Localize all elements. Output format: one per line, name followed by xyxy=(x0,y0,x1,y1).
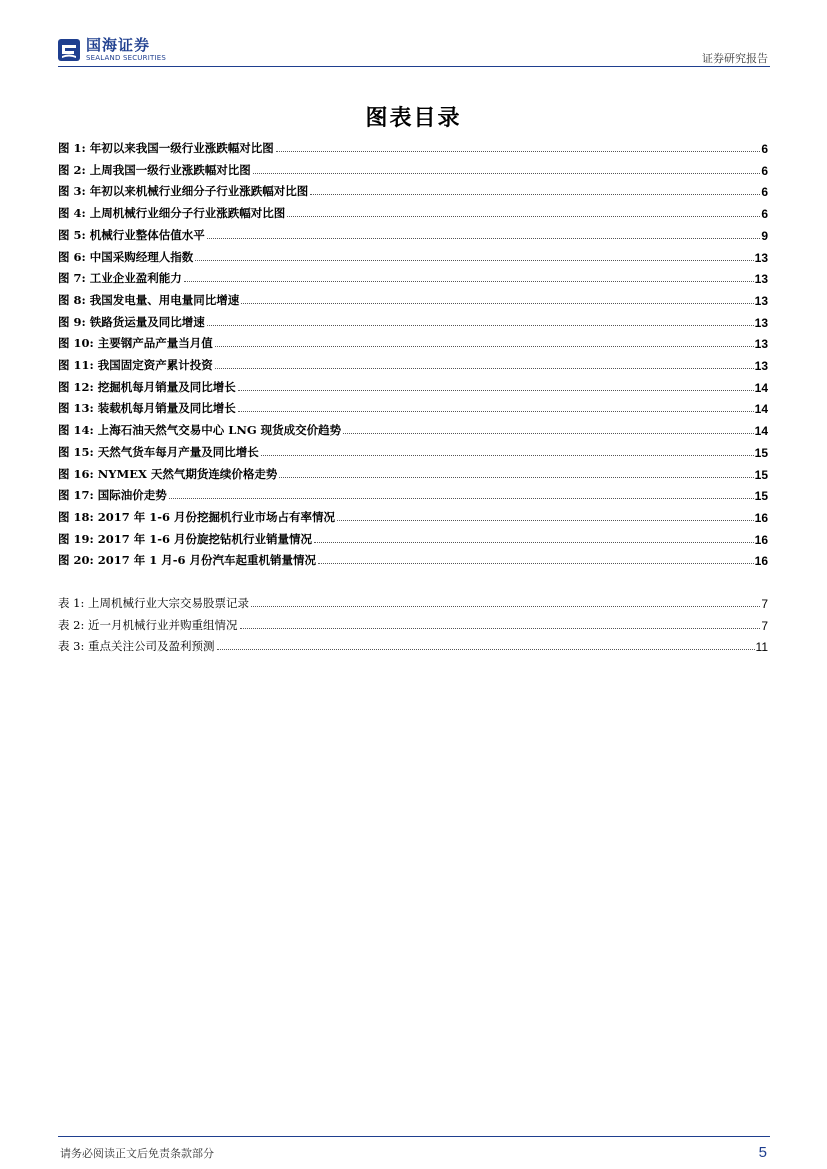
dot-leader xyxy=(238,411,754,412)
toc-entry-page: 15 xyxy=(754,445,768,460)
dot-leader xyxy=(207,238,761,239)
dot-leader xyxy=(279,477,753,478)
dot-leader xyxy=(195,260,753,261)
toc-entry-label: 图 2: 上周我国一级行业涨跌幅对比图 xyxy=(58,162,251,177)
figure-toc-entry[interactable] xyxy=(58,204,768,221)
figure-toc-entry[interactable] xyxy=(58,313,768,330)
dot-leader xyxy=(337,520,754,521)
document-type-label: 证券研究报告 xyxy=(702,52,768,65)
dot-leader xyxy=(343,433,753,434)
dot-leader xyxy=(287,216,760,217)
dot-leader xyxy=(251,606,760,607)
toc-entry-page: 6 xyxy=(761,185,768,200)
dot-leader xyxy=(310,194,760,195)
toc-entry-label: 图 7: 工业企业盈利能力 xyxy=(58,271,182,286)
table-toc-entry[interactable] xyxy=(58,637,768,654)
toc-entry-page: 13 xyxy=(754,272,768,287)
toc-entry-page: 14 xyxy=(754,380,768,395)
dot-leader xyxy=(318,563,754,564)
figure-toc-entry[interactable] xyxy=(58,269,768,286)
toc-entry-label: 图 11: 我国固定资产累计投资 xyxy=(58,358,213,372)
toc-entry-page: 13 xyxy=(754,293,768,308)
toc-entry-page: 11 xyxy=(755,640,768,654)
figure-toc-entry[interactable] xyxy=(58,378,768,395)
toc-entry-label: 图 4: 上周机械行业细分子行业涨跌幅对比图 xyxy=(58,206,286,221)
dot-leader xyxy=(215,368,754,369)
figure-toc-entry[interactable] xyxy=(58,291,768,308)
dot-leader xyxy=(217,649,755,650)
toc-entry-label: 图 15: 天然气货车每月产量及同比增长 xyxy=(58,444,259,459)
table-toc-entry[interactable] xyxy=(58,616,768,633)
toc-entry-page: 7 xyxy=(761,597,768,611)
dot-leader xyxy=(215,346,754,347)
toc-entry-page: 13 xyxy=(754,337,768,352)
dot-leader xyxy=(276,151,761,152)
disclaimer-note: 请务必阅读正文后免责条款部分 xyxy=(60,1147,214,1160)
dot-leader xyxy=(184,281,754,282)
toc-entry-label: 图 12: 挖掘机每月销量及同比增长 xyxy=(58,379,236,394)
dot-leader xyxy=(241,303,753,304)
dot-leader xyxy=(314,542,754,543)
toc-entry-page: 16 xyxy=(754,510,768,525)
table-toc-entry[interactable] xyxy=(58,594,768,611)
toc-entry-page: 6 xyxy=(761,163,768,178)
sealand-logo-icon xyxy=(58,39,80,61)
dot-leader xyxy=(253,173,761,174)
toc-entry-page: 15 xyxy=(754,467,768,482)
toc-entry-label: 表 1: 上周机械行业大宗交易股票记录 xyxy=(58,596,250,610)
toc-entry-label: 图 13: 装载机每月销量及同比增长 xyxy=(58,401,236,416)
toc-entry-label: 图 5: 机械行业整体估值水平 xyxy=(58,227,205,242)
page-number: 5 xyxy=(758,1144,767,1161)
dot-leader xyxy=(240,628,761,629)
logo-chinese-name: 国海证券 xyxy=(86,36,151,54)
toc-entry-page: 14 xyxy=(754,402,768,417)
figure-toc-entry[interactable] xyxy=(58,161,768,178)
figure-toc-entry[interactable] xyxy=(58,486,768,503)
toc-entry-page: 16 xyxy=(754,554,768,569)
toc-entry-page: 9 xyxy=(761,228,768,243)
figure-toc-entry[interactable] xyxy=(58,443,768,460)
toc-entry-page: 6 xyxy=(761,142,768,156)
toc-entry-label: 表 3: 重点关注公司及盈利预测 xyxy=(58,639,215,653)
toc-entry-label: 图 3: 年初以来机械行业细分子行业涨跌幅对比图 xyxy=(58,184,309,199)
page-title: 图表目录 xyxy=(365,105,462,131)
toc-entry-page: 13 xyxy=(754,250,768,265)
logo-english-name: SEALAND SECURITIES xyxy=(86,54,166,62)
toc-entry-label: 表 2: 近一月机械行业并购重组情况 xyxy=(58,617,238,632)
figure-toc-entry[interactable] xyxy=(58,182,768,199)
figure-toc-entry[interactable] xyxy=(58,139,768,156)
figure-toc-entry[interactable] xyxy=(58,399,768,416)
figure-toc-entry[interactable] xyxy=(58,421,768,438)
toc-entry-label: 图 14: 上海石油天然气交易中心 LNG 现货成交价趋势 xyxy=(58,423,342,438)
dot-leader xyxy=(261,455,754,456)
page-header xyxy=(58,38,770,68)
figure-toc-entry[interactable] xyxy=(58,508,768,525)
dot-leader xyxy=(238,390,754,391)
figure-toc-entry[interactable] xyxy=(58,465,768,482)
toc-entry-page: 16 xyxy=(754,532,768,547)
toc-entry-page: 6 xyxy=(761,207,768,222)
figure-toc-entry[interactable] xyxy=(58,530,768,547)
figure-toc-entry[interactable] xyxy=(58,551,768,568)
dot-leader xyxy=(169,498,754,499)
toc-entry-label: 图 18: 2017 年 1-6 月份挖掘机行业市场占有率情况 xyxy=(58,509,336,524)
header-divider xyxy=(58,66,770,67)
toc-entry-label: 图 1: 年初以来我国一级行业涨跌幅对比图 xyxy=(58,141,274,155)
toc-entry-label: 图 19: 2017 年 1-6 月份旋挖钻机行业销量情况 xyxy=(58,531,313,546)
figure-toc-entry[interactable] xyxy=(58,248,768,265)
company-logo xyxy=(58,38,166,62)
toc-entry-label: 图 8: 我国发电量、用电量同比增速 xyxy=(58,292,240,307)
toc-entry-label: 图 16: NYMEX 天然气期货连续价格走势 xyxy=(58,466,278,481)
figure-toc-entry[interactable] xyxy=(58,226,768,243)
toc-entry-label: 图 20: 2017 年 1 月-6 月份汽车起重机销量情况 xyxy=(58,553,317,568)
figure-toc-entry[interactable] xyxy=(58,334,768,351)
toc-entry-label: 图 17: 国际油价走势 xyxy=(58,488,167,503)
toc-entry-label: 图 9: 铁路货运量及同比增速 xyxy=(58,314,205,329)
toc-entry-page: 7 xyxy=(761,618,768,633)
figure-toc-entry[interactable] xyxy=(58,356,768,373)
toc-entry-page: 13 xyxy=(754,315,768,330)
toc-entry-page: 15 xyxy=(754,489,768,504)
toc-entry-page: 13 xyxy=(754,359,768,373)
dot-leader xyxy=(207,325,754,326)
toc-entry-page: 14 xyxy=(754,424,768,439)
toc-entry-label: 图 6: 中国采购经理人指数 xyxy=(58,249,194,264)
toc-entry-label: 图 10: 主要钢产品产量当月值 xyxy=(58,336,213,351)
footer-divider xyxy=(58,1136,770,1137)
